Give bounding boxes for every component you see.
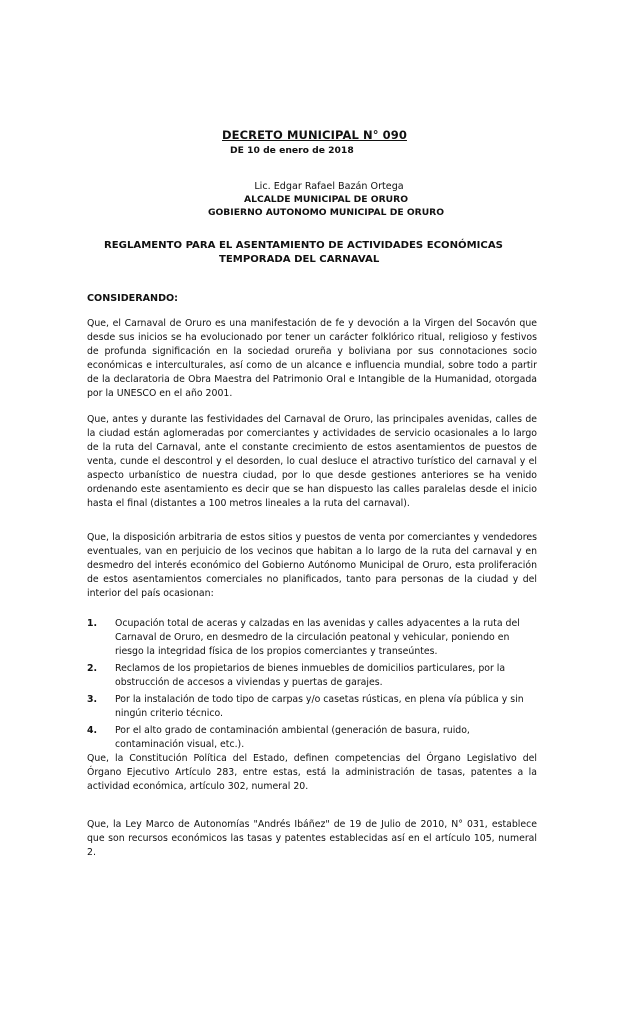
list-item-number: 3.	[87, 694, 98, 705]
list-item	[87, 662, 537, 690]
decree-date: DE 10 de enero de 2018	[230, 145, 354, 156]
list-item	[87, 617, 537, 659]
paragraph: Que, la Ley Marco de Autonomías "Andrés Ibáñez" de 19 de Julio de 2010, N° 031, establece que son recursos económicos las tasas y patentes establecidas así en el artículo 105, numeral 2.	[87, 819, 537, 858]
paragraph: Que, antes y durante las festividades del Carnaval de Oruro, las principales avenidas, calles de la ciudad están aglomeradas por comerciantes y actividades de servicio ocasionales a lo largo de la ruta del Carnaval, ante el constante crecimiento de estos asentamientos de puestos de venta, cunde el descontrol y el desorden, lo cual desluce el atractivo turístico del carnaval y el aspecto urbanístico de nuestra ciudad, por lo que desde gestiones anteriores se ha venido ordenando este asentamiento es decir que se han dispuesto las calles paralelas desde el inicio hasta el final (distantes a 100 metros lineales a la ruta del carnaval).	[87, 414, 537, 509]
list-item	[87, 693, 537, 721]
subject-line-1: REGLAMENTO PARA EL ASENTAMIENTO DE ACTIVIDADES ECONÓMICAS	[104, 240, 503, 251]
list-item-text: Por la instalación de todo tipo de carpas y/o casetas rústicas, en plena vía pública y sin ningún criterio técnico.	[115, 694, 524, 719]
list-item-text: Ocupación total de aceras y calzadas en las avenidas y calles adyacentes a la ruta del Carnaval de Oruro, en desmedro de la circulación peatonal y vehicular, poniendo en riesgo la integridad física de los propios comerciantes y transeúntes.	[115, 618, 520, 657]
list-item-text: Por el alto grado de contaminación ambiental (generación de basura, ruido, contaminación visual, etc.).	[115, 725, 470, 750]
government-name: GOBIERNO AUTONOMO MUNICIPAL DE ORURO	[207, 207, 445, 218]
paragraph: Que, la disposición arbitraria de estos sitios y puestos de venta por comerciantes y vendedores eventuales, van en perjuicio de los vecinos que habitan a lo largo de la ruta del carnaval y en desmedro del interés económico del Gobierno Autónomo Municipal de Oruro, esta proliferación de estos asentamientos comerciales no planificados, tanto para personas de la ciudad y del interior del país ocasionan:	[87, 532, 537, 599]
considerando-heading: CONSIDERANDO:	[87, 293, 179, 304]
list-item	[87, 724, 537, 752]
paragraph: Que, el Carnaval de Oruro es una manifestación de fe y devoción a la Virgen del Socavón que desde sus inicios se ha evolucionado por tener un carácter folklórico ritual, religioso y festivos de profunda significación en la sociedad orureña y boliviana por sus connotaciones socio económicas e interculturales, así como de un alcance e influencia mundial, sobre todo a partir de la declaratoria de Obra Maestra del Patrimonio Oral e Intangible de la Humanidad, otorgada por la UNESCO en el año 2001.	[87, 318, 537, 399]
list-item-number: 4.	[87, 725, 98, 736]
numbered-list	[87, 617, 537, 755]
list-item-number: 2.	[87, 663, 98, 674]
official-role: ALCALDE MUNICIPAL DE ORURO	[243, 194, 409, 205]
list-item-number: 1.	[87, 618, 98, 629]
paragraph: Que, la Constitución Política del Estado, definen competencias del Órgano Legislativo del Órgano Ejecutivo Artículo 283, entre estas, está la administración de tasas, patentes a la actividad económica, artículo 302, numeral 20.	[87, 753, 537, 792]
list-item-text: Reclamos de los propietarios de bienes inmuebles de domicilios particulares, por la obstrucción de accesos a viviendas y puertas de garajes.	[115, 663, 506, 688]
official-name: Lic. Edgar Rafael Bazán Ortega	[254, 181, 404, 192]
decree-title: DECRETO MUNICIPAL N° 090	[222, 128, 407, 142]
subject-line-2: TEMPORADA DEL CARNAVAL	[219, 254, 380, 265]
